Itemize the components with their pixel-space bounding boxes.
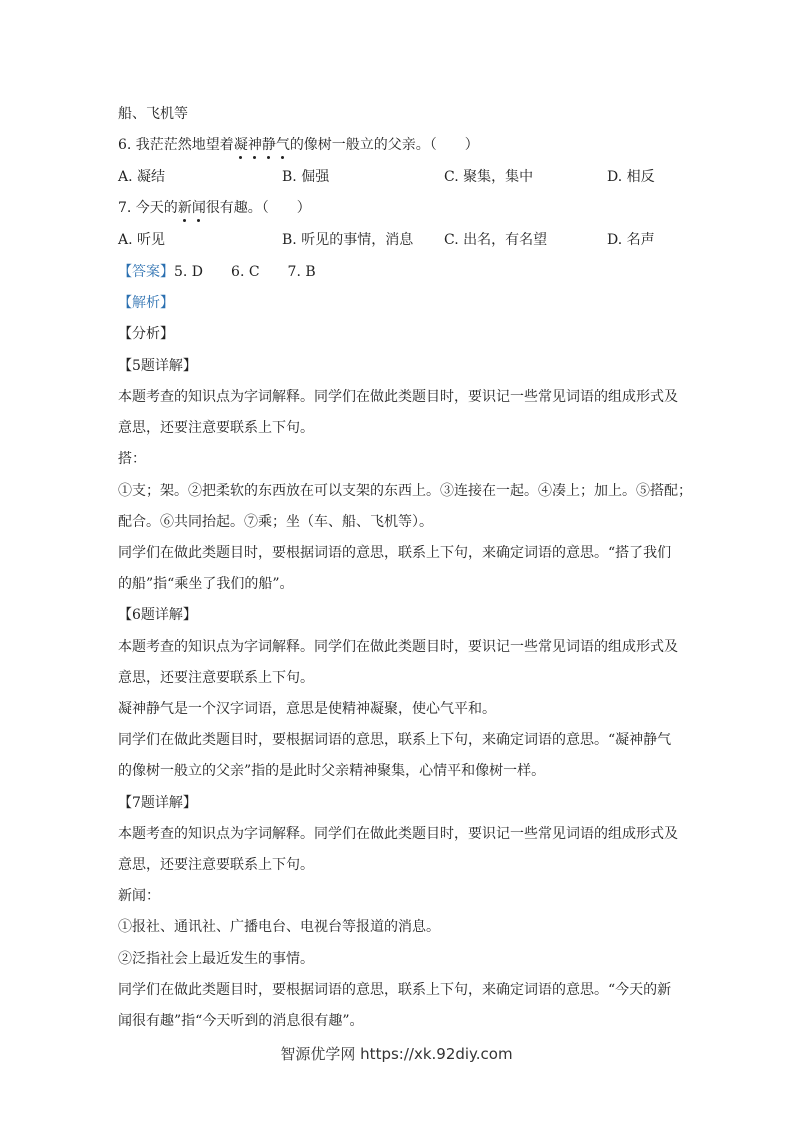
q6-option-b: B. 倔强 <box>282 169 330 185</box>
d7-word: 新闻： <box>118 888 160 904</box>
d7-definition: ②泛指社会上最近发生的事情。 <box>118 951 314 967</box>
q7-dotted-char: 闻 <box>191 200 206 216</box>
q6-option-d: D. 相反 <box>607 169 655 185</box>
top-fragment: 船、飞机等 <box>118 106 188 122</box>
q7-option-d: D. 名声 <box>607 232 655 248</box>
q6-option-a: A. 凝结 <box>118 169 166 185</box>
d5-paragraph: 同学们在做此类题目时，要根据词语的意思，联系上下句，来确定词语的意思。“搭了我们 <box>118 545 672 561</box>
q6-dotted-char: 凝 <box>233 137 248 153</box>
d5-definition: ①支；架。②把柔软的东西放在可以支架的东西上。③连接在一起。④凑上；加上。⑤搭配； <box>118 483 692 499</box>
d6-paragraph: 的像树一般立的父亲”指的是此时父亲精神聚集，心情平和像树一样。 <box>118 763 546 779</box>
d7-title: 【7题详解】 <box>118 795 197 811</box>
q7-dotted-char: 新 <box>177 200 192 216</box>
d6-paragraph: 同学们在做此类题目时，要根据词语的意思，联系上下句，来确定词语的意思。“凝神静气 <box>118 732 672 748</box>
q6-prefix: 6. 我茫茫然地望着 <box>118 137 234 153</box>
d6-paragraph: 凝神静气是一个汉字词语，意思是使精神凝聚，使心气平和。 <box>118 701 496 717</box>
answer-text: 5. D 6. C 7. B <box>174 264 316 280</box>
q6-dotted-char: 静 <box>261 137 276 153</box>
d6-paragraph: 本题考查的知识点为字词解释。同学们在做此类题目时，要识记一些常见词语的组成形式及 <box>118 639 678 655</box>
watermark-footer: 智源优学网 https://xk.92diy.com <box>280 1045 513 1063</box>
answer-label: 【答案】 <box>118 264 174 280</box>
q6-option-c: C. 聚集，集中 <box>444 169 534 185</box>
d7-paragraph: 同学们在做此类题目时，要根据词语的意思，联系上下句，来确定词语的意思。“今天的新 <box>118 982 672 998</box>
q7-prefix: 7. 今天的 <box>118 200 178 216</box>
question-7 <box>118 197 311 217</box>
analysis-label: 【解析】 <box>118 295 174 311</box>
d5-paragraph: 本题考查的知识点为字词解释。同学们在做此类题目时，要识记一些常见词语的组成形式及 <box>118 389 678 405</box>
q6-suffix: 的像树一般立的父亲。（ ） <box>289 137 479 153</box>
q7-suffix: 很有趣。（ ） <box>205 200 311 216</box>
d7-paragraph: 本题考查的知识点为字词解释。同学们在做此类题目时，要识记一些常见词语的组成形式及 <box>118 826 678 842</box>
q7-option-a: A. 听见 <box>118 232 166 248</box>
d5-paragraph: 的船”指“乘坐了我们的船”。 <box>118 576 294 592</box>
d7-paragraph: 闻很有趣”指“今天听到的消息很有趣”。 <box>118 1013 364 1029</box>
d6-paragraph: 意思，还要注意要联系上下句。 <box>118 670 314 686</box>
d7-paragraph: 意思，还要注意要联系上下句。 <box>118 857 314 873</box>
d5-word: 搭： <box>118 451 146 467</box>
question-6 <box>118 134 479 154</box>
q6-dotted-char: 气 <box>275 137 290 153</box>
q6-dotted-char: 神 <box>247 137 262 153</box>
q7-option-b: B. 听见的事情，消息 <box>282 232 414 248</box>
d5-paragraph: 意思，还要注意要联系上下句。 <box>118 420 314 436</box>
d5-title: 【5题详解】 <box>118 358 197 374</box>
d6-title: 【6题详解】 <box>118 607 197 623</box>
answer-line <box>118 261 316 281</box>
fenxi-heading: 【分析】 <box>118 326 174 342</box>
d5-definition: 配合。⑥共同抬起。⑦乘；坐（车、船、飞机等）。 <box>118 514 433 530</box>
q7-option-c: C. 出名，有名望 <box>444 232 548 248</box>
d7-definition: ①报社、通讯社、广播电台、电视台等报道的消息。 <box>118 919 440 935</box>
